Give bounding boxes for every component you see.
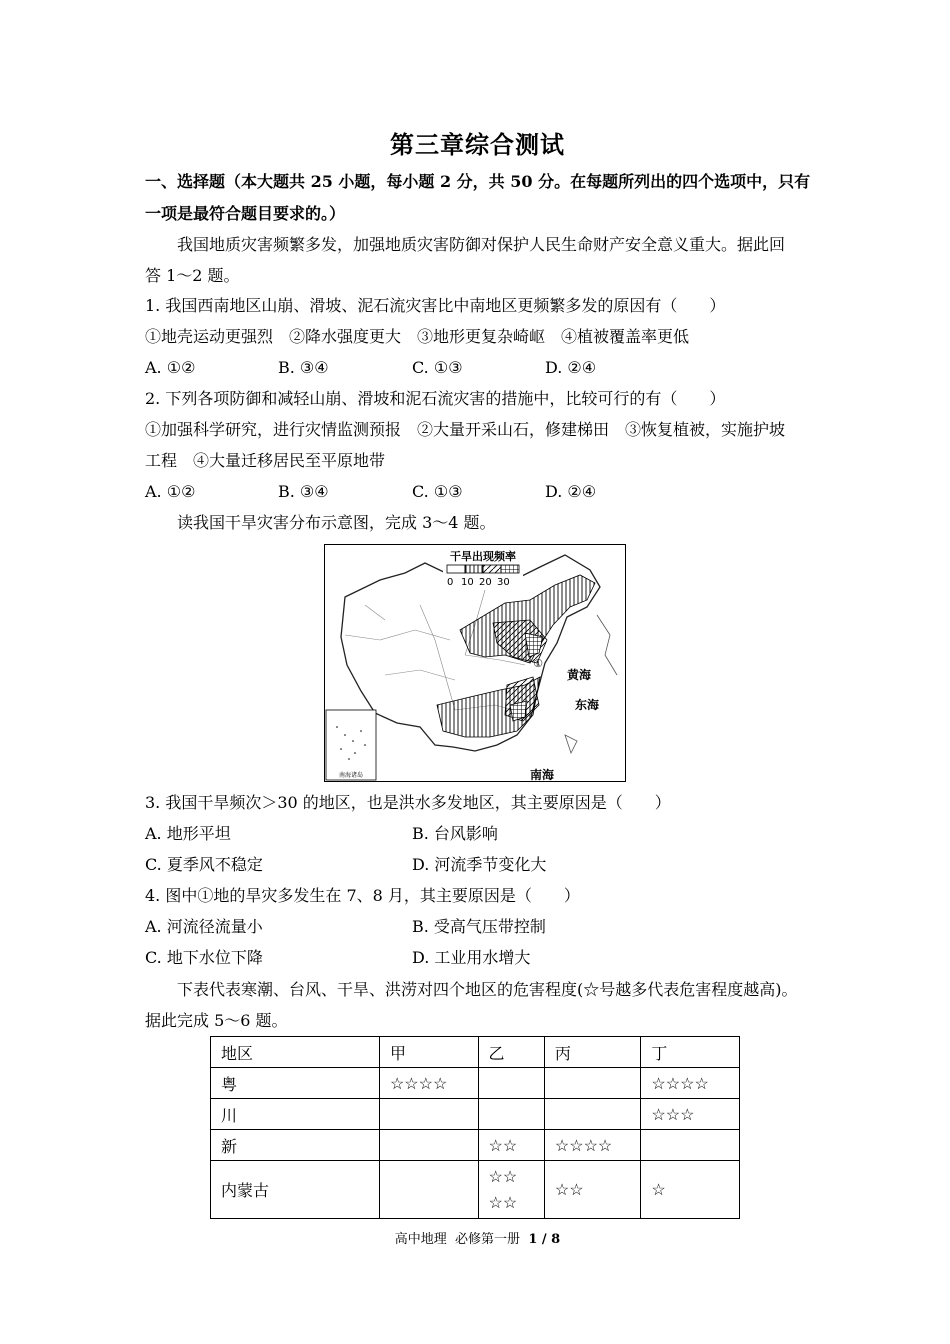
table-row (211, 1130, 740, 1161)
label-south-sea: 南海 (530, 768, 555, 781)
table-cell: ☆☆ ☆☆ (478, 1161, 544, 1219)
table-cell (379, 1161, 478, 1219)
table-header-row (211, 1037, 740, 1068)
intro-3-cont: 据此完成 5～6 题。 (145, 1011, 288, 1030)
taiwan-outline (565, 735, 577, 753)
q4-stem: 4. 图中①地的旱灾多发生在 7、8 月，其主要原因是（ ） (145, 886, 580, 905)
page-number: 1 / 8 (528, 1232, 561, 1247)
drought-map (324, 544, 626, 782)
q2-stem: 2. 下列各项防御和减轻山崩、滑坡和泥石流灾害的措施中，比较可行的有（ ） (145, 389, 726, 408)
q1-option-a[interactable]: A. ①② (145, 358, 196, 377)
q3-option-c[interactable]: C. 夏季风不稳定 (145, 855, 263, 874)
label-yellow-sea: 黄海 (567, 668, 592, 682)
q1-items: ①地壳运动更强烈 ②降水强度更大 ③地形更复杂崎岖 ④植被覆盖率更低 (145, 327, 690, 346)
table-row (211, 1099, 740, 1130)
section-heading: 一、选择题（本大题共 25 小题，每小题 2 分，共 50 分。在每题所列出的四个选项中，只有 (145, 172, 811, 191)
legend-tick-10: 10 (461, 577, 474, 588)
legend-swatch-0 (447, 565, 465, 573)
legend-tick-0: 0 (447, 577, 454, 588)
table-cell: ☆☆☆ (641, 1099, 740, 1130)
legend-swatch-30 (501, 565, 519, 573)
intro-1: 我国地质灾害频繁多发，加强地质灾害防御对保护人民生命财产安全意义重大。据此回 (177, 235, 786, 254)
table-header: 丁 (641, 1037, 740, 1068)
q2-option-c[interactable]: C. ①③ (412, 482, 463, 501)
q2-items: ①加强科学研究，进行灾情监测预报 ②大量开采山石，修建梯田 ③恢复植被，实施护坡 (145, 420, 786, 439)
table-cell: 粤 (211, 1068, 380, 1099)
table-cell: 内蒙古 (211, 1161, 380, 1219)
table-cell: ☆☆☆☆ (641, 1068, 740, 1099)
q2-option-d[interactable]: D. ②④ (545, 482, 597, 501)
q4-option-a[interactable]: A. 河流径流量小 (145, 917, 263, 936)
korea-japan-outline (597, 615, 617, 675)
table-header: 甲 (379, 1037, 478, 1068)
q1-option-b[interactable]: B. ③④ (278, 358, 329, 377)
table-cell: ☆☆ (478, 1130, 544, 1161)
inset-label: 南海诸岛 (338, 772, 364, 779)
table-header: 乙 (478, 1037, 544, 1068)
table-cell (478, 1068, 544, 1099)
intro-3: 下表代表寒潮、台风、干旱、洪涝对四个地区的危害程度(☆号越多代表危害程度越高)。 (177, 980, 798, 999)
legend-swatch-20 (483, 565, 501, 573)
footer-text: 高中地理 必修第一册 (394, 1232, 529, 1247)
legend-swatch-10 (465, 565, 483, 573)
table-cell: 新 (211, 1130, 380, 1161)
q2-option-a[interactable]: A. ①② (145, 482, 196, 501)
q4-option-c[interactable]: C. 地下水位下降 (145, 948, 263, 967)
q4-option-b[interactable]: B. 受高气压带控制 (412, 917, 546, 936)
table-header: 地区 (211, 1037, 380, 1068)
q2-option-b[interactable]: B. ③④ (278, 482, 329, 501)
legend-title: 干旱出现频率 (450, 550, 516, 563)
table-cell (379, 1099, 478, 1130)
q1-option-c[interactable]: C. ①③ (412, 358, 463, 377)
table-header: 丙 (544, 1037, 641, 1068)
table-cell (478, 1099, 544, 1130)
table-cell: ☆☆☆☆ (544, 1130, 641, 1161)
intro-1-cont: 答 1～2 题。 (145, 266, 240, 285)
table-cell (379, 1130, 478, 1161)
q2-items-cont: 工程 ④大量迁移居民至平原地带 (145, 451, 386, 470)
table-cell: 川 (211, 1099, 380, 1130)
q3-option-a[interactable]: A. 地形平坦 (145, 824, 231, 843)
drought-map-graphic (325, 545, 625, 781)
intro-2: 读我国干旱灾害分布示意图，完成 3～4 题。 (177, 513, 496, 532)
q3-option-b[interactable]: B. 台风影响 (412, 824, 498, 843)
table-cell: ☆ (641, 1161, 740, 1219)
marker-1: ① (533, 657, 543, 670)
table-row (211, 1161, 740, 1219)
table-cell (544, 1099, 641, 1130)
page-footer (145, 1228, 810, 1247)
q4-option-d[interactable]: D. 工业用水增大 (412, 948, 531, 967)
q1-stem: 1. 我国西南地区山崩、滑坡、泥石流灾害比中南地区更频繁多发的原因有（ ） (145, 296, 726, 315)
label-east-sea: 东海 (575, 698, 600, 712)
page-title: 第三章综合测试 (390, 130, 565, 159)
table-cell (544, 1068, 641, 1099)
section-heading-cont: 一项是最符合题目要求的。） (145, 204, 346, 223)
table-cell (641, 1130, 740, 1161)
table-row (211, 1068, 740, 1099)
q1-option-d[interactable]: D. ②④ (545, 358, 597, 377)
table-cell: ☆☆ (544, 1161, 641, 1219)
q3-option-d[interactable]: D. 河流季节变化大 (412, 855, 547, 874)
hazard-table (210, 1036, 740, 1219)
legend-tick-20: 20 (479, 577, 492, 588)
q3-stem: 3. 我国干旱频次＞30 的地区，也是洪水多发地区，其主要原因是（ ） (145, 793, 671, 812)
legend-tick-30: 30 (497, 577, 510, 588)
south-sea-inset (326, 710, 376, 780)
table-cell: ☆☆☆☆ (379, 1068, 478, 1099)
